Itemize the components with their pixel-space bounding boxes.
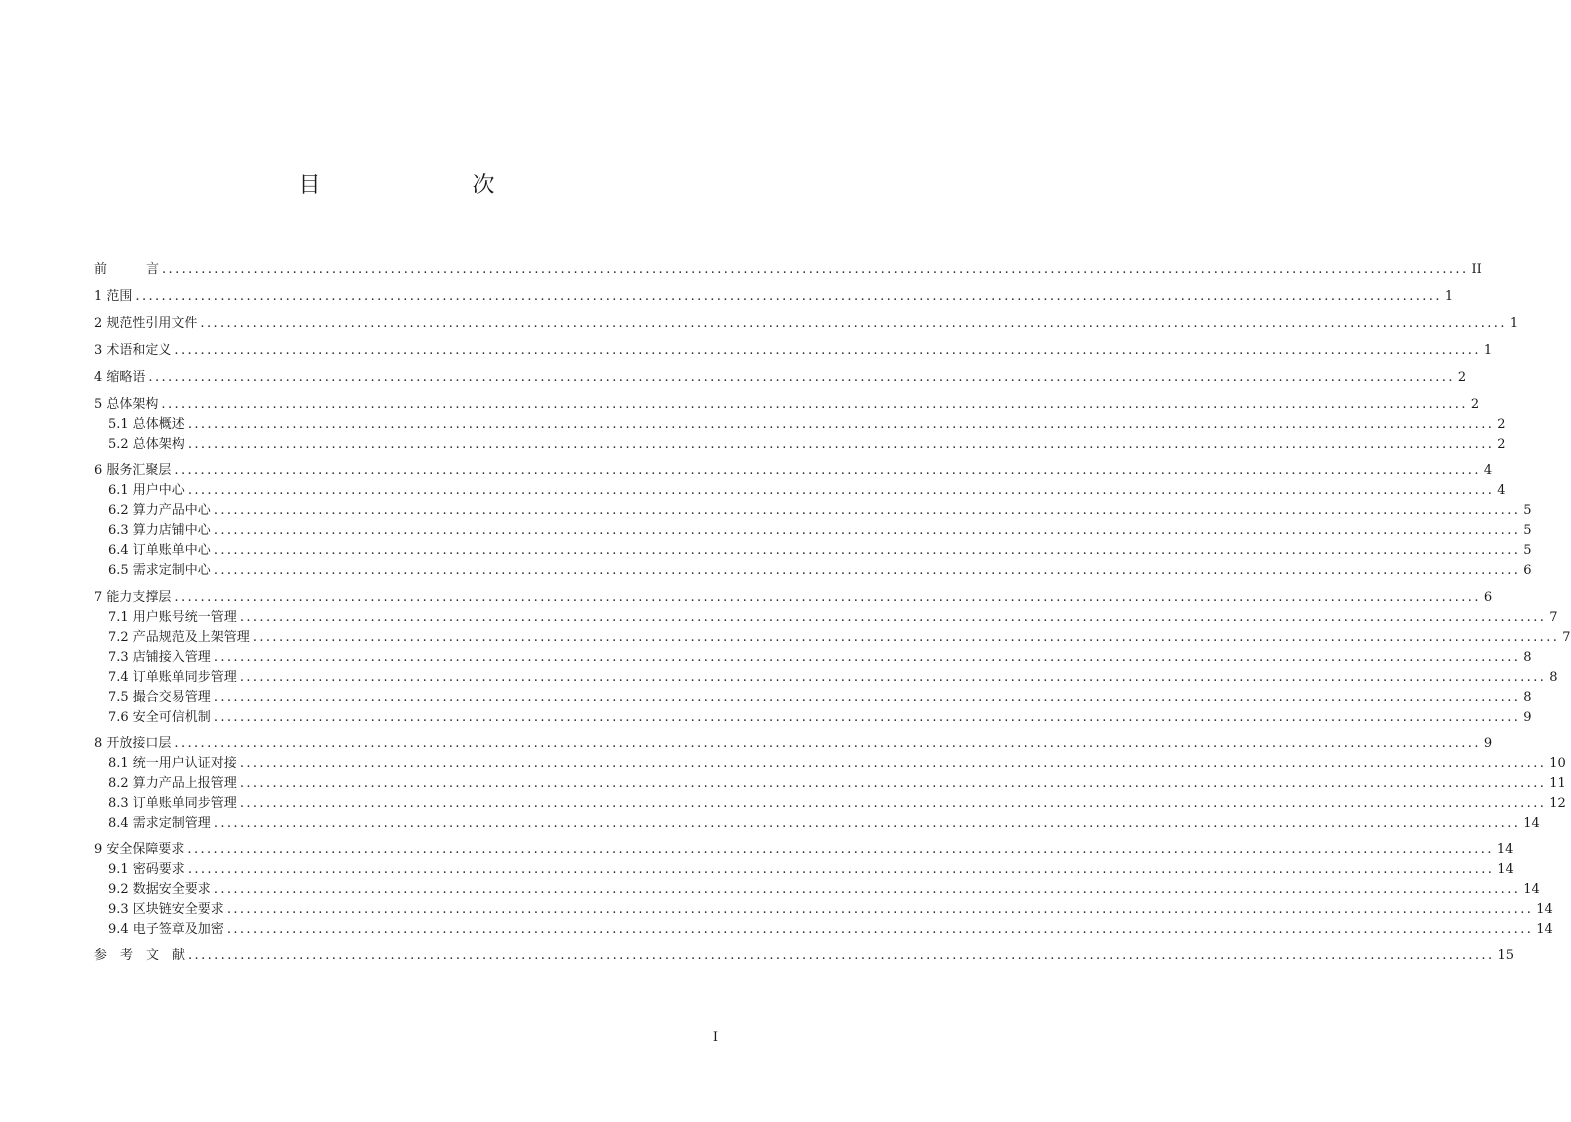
toc-entry-page: 9 [1483,736,1493,751]
toc-entry-label: 7.6 安全可信机制 [108,710,211,725]
toc-entry-page: 8 [1549,670,1558,685]
toc-leader-dots: ........................................................................................................................................................................................................ [213,503,1521,518]
toc-leader-dots: ........................................................................................................................................................................................................ [174,590,1481,605]
toc-entry-label: 7 能力支撑层 [94,590,172,605]
toc-entry[interactable] [94,395,1480,415]
toc-leader-dots: ........................................................................................................................................................................................................ [239,776,1547,791]
toc-leader-dots: ........................................................................................................................................................................................................ [162,262,1469,277]
toc-entry-label: 7.4 订单账单同步管理 [108,670,237,685]
toc-entry[interactable] [108,561,1532,581]
toc-entry-page: 6 [1523,563,1532,578]
toc-entry[interactable] [108,415,1506,435]
toc-entry-label: 前 言 [94,262,160,277]
toc-entry[interactable] [94,461,1493,481]
toc-entry[interactable] [94,946,1515,966]
toc-entry[interactable] [108,435,1506,455]
toc-entry-label: 9 安全保障要求 [94,842,185,857]
page-title: 目 次 [298,173,531,198]
toc-entry-page: 7 [1562,630,1571,645]
toc-leader-dots: ........................................................................................................................................................................................................ [174,736,1481,751]
toc-entry-label: 7.1 用户账号统一管理 [108,610,237,625]
toc-entry-page: 14 [1523,816,1540,831]
toc-entry-label: 2 规范性引用文件 [94,316,198,331]
toc-leader-dots: ........................................................................................................................................................................................................ [200,316,1507,331]
toc-entry-label: 1 范围 [94,289,133,304]
toc-entry[interactable] [108,481,1506,501]
toc-entry-page: 8 [1523,690,1532,705]
toc-leader-dots: ........................................................................................................................................................................................................ [239,796,1547,811]
toc-entry[interactable] [108,648,1532,668]
toc-leader-dots: ........................................................................................................................................................................................................ [213,690,1521,705]
toc-entry[interactable] [108,900,1553,920]
toc-entry[interactable] [108,774,1566,794]
toc-entry-label: 6 服务汇聚层 [94,463,172,478]
toc-entry-page: 9 [1523,710,1532,725]
toc-leader-dots: ........................................................................................................................................................................................................ [213,563,1521,578]
toc-entry[interactable] [108,608,1558,628]
toc-entry-label: 6.3 算力店铺中心 [108,523,211,538]
toc-leader-dots: ........................................................................................................................................................................................................ [213,816,1521,831]
toc-entry-page: 1 [1509,316,1519,331]
toc-entry-label: 7.5 撮合交易管理 [108,690,211,705]
toc-entry[interactable] [108,794,1566,814]
toc-leader-dots: ........................................................................................................................................................................................................ [174,463,1481,478]
toc-entry-label: 3 术语和定义 [94,343,172,358]
toc-entry-page: 14 [1497,862,1514,877]
toc-entry-page: 4 [1483,463,1493,478]
toc-entry[interactable] [94,314,1519,334]
toc-leader-dots: ........................................................................................................................................................................................................ [239,670,1547,685]
toc-entry-label: 参 考 文 献 [94,948,186,963]
toc-entry-label: 6.4 订单账单中心 [108,543,211,558]
toc-entry-label: 5.2 总体架构 [108,437,185,452]
toc-entry-label: 9.1 密码要求 [108,862,185,877]
toc-leader-dots: ........................................................................................................................................................................................................ [148,370,1455,385]
toc-leader-dots: ........................................................................................................................................................................................................ [161,397,1468,412]
toc-leader-dots: ........................................................................................................................................................................................................ [226,902,1534,917]
toc-leader-dots: ........................................................................................................................................................................................................ [226,922,1534,937]
toc-leader-dots: ........................................................................................................................................................................................................ [187,842,1494,857]
toc-entry[interactable] [108,541,1532,561]
toc-entry-label: 8.1 统一用户认证对接 [108,756,237,771]
toc-entry[interactable] [108,880,1540,900]
toc-entry-label: 9.4 电子签章及加密 [108,922,224,937]
toc-entry-page: 2 [1470,397,1480,412]
toc-entry-label: 6.1 用户中心 [108,483,185,498]
toc-leader-dots: ........................................................................................................................................................................................................ [213,650,1521,665]
toc-entry-label: 8 开放接口层 [94,736,172,751]
toc-entry-label: 9.3 区块链安全要求 [108,902,224,917]
toc-entry-label: 6.2 算力产品中心 [108,503,211,518]
toc-entry[interactable] [108,754,1566,774]
toc-entry[interactable] [94,341,1493,361]
toc-entry-label: 7.2 产品规范及上架管理 [108,630,250,645]
toc-entry-label: 5 总体架构 [94,397,159,412]
toc-entry[interactable] [108,920,1553,940]
toc-leader-dots: ........................................................................................................................................................................................................ [187,483,1495,498]
toc-leader-dots: ........................................................................................................................................................................................................ [188,948,1495,963]
toc-entry[interactable] [108,860,1514,880]
toc-entry-label: 6.5 需求定制中心 [108,563,211,578]
toc-entry-page: 5 [1523,543,1532,558]
toc-entry[interactable] [108,628,1571,648]
toc-leader-dots: ........................................................................................................................................................................................................ [187,862,1495,877]
toc-leader-dots: ........................................................................................................................................................................................................ [187,437,1495,452]
toc-entry[interactable] [108,708,1532,728]
toc-leader-dots: ........................................................................................................................................................................................................ [213,710,1521,725]
toc-entry[interactable] [108,814,1540,834]
toc-leader-dots: ........................................................................................................................................................................................................ [239,610,1547,625]
toc-entry-label: 8.3 订单账单同步管理 [108,796,237,811]
toc-entry[interactable] [94,734,1493,754]
toc-leader-dots: ........................................................................................................................................................................................................ [174,343,1481,358]
toc-entry[interactable] [94,588,1493,608]
toc-entry-page: 1 [1444,289,1454,304]
toc-entry[interactable] [108,501,1532,521]
toc-entry[interactable] [108,688,1532,708]
toc-entry[interactable] [108,668,1558,688]
toc-entry-page: 1 [1483,343,1493,358]
toc-entry[interactable] [108,521,1532,541]
toc-entry[interactable] [94,260,1482,280]
toc-leader-dots: ........................................................................................................................................................................................................ [239,756,1547,771]
toc-entry-page: 5 [1523,523,1532,538]
toc-entry[interactable] [94,368,1467,388]
toc-entry-page: 11 [1549,776,1566,791]
toc-entry-page: II [1471,262,1482,277]
toc-leader-dots: ........................................................................................................................................................................................................ [213,523,1521,538]
toc-entry-page: 8 [1523,650,1532,665]
toc-entry-page: 5 [1523,503,1532,518]
toc-entry-page: 14 [1523,882,1540,897]
toc-leader-dots: ........................................................................................................................................................................................................ [135,289,1442,304]
toc-entry-page: 2 [1497,437,1506,452]
toc-entry-label: 5.1 总体概述 [108,417,185,432]
toc-entry-page: 2 [1497,417,1506,432]
toc-entry-label: 4 缩略语 [94,370,146,385]
toc-entry-page: 14 [1536,902,1553,917]
toc-leader-dots: ........................................................................................................................................................................................................ [213,882,1521,897]
toc-entry-page: 2 [1457,370,1467,385]
toc-entry-page: 7 [1549,610,1558,625]
page-number: I [712,1030,718,1045]
toc-leader-dots: ........................................................................................................................................................................................................ [187,417,1495,432]
toc-entry-page: 14 [1496,842,1514,857]
toc-leader-dots: ........................................................................................................................................................................................................ [252,630,1560,645]
toc-entry-page: 4 [1497,483,1506,498]
toc-leader-dots: ........................................................................................................................................................................................................ [213,543,1521,558]
toc-entry-label: 8.2 算力产品上报管理 [108,776,237,791]
toc-entry-page: 12 [1549,796,1566,811]
toc-entry-page: 6 [1483,590,1493,605]
toc-entry-label: 7.3 店铺接入管理 [108,650,211,665]
toc-entry-page: 15 [1497,948,1515,963]
toc-entry[interactable] [94,287,1454,307]
toc-entry-label: 8.4 需求定制管理 [108,816,211,831]
toc-entry-label: 9.2 数据安全要求 [108,882,211,897]
toc-entry-page: 10 [1549,756,1566,771]
toc-entry[interactable] [94,840,1514,860]
toc-entry-page: 14 [1536,922,1553,937]
